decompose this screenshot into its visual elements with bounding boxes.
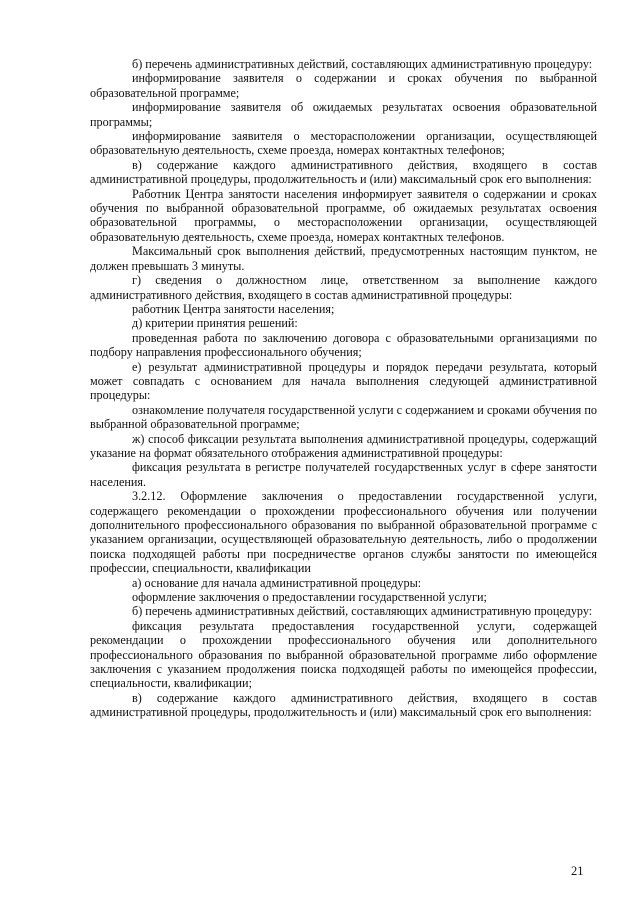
paragraph-fixation-register: фиксация результата в регистре получателей государственных услуг в сфере занятости населения. xyxy=(90,460,597,489)
paragraph-conclusion: оформление заключения о предоставлении государственной услуги; xyxy=(132,590,487,605)
paragraph-zh-fixation-method: ж) способ фиксации результата выполнения административной процедуры, содержащий указание на формат обязательного отображения административной процедуры: xyxy=(90,431,597,460)
paragraph-acquaintance: ознакомление получателя государственной услуги с содержанием и сроками обучения по выбранной образовательной программе; xyxy=(90,402,597,432)
paragraph-inform-location: информирование заявителя о месторасположении организации, осуществляющей образовательную деятельность, схеме проезда, номерах контактных телефонов; xyxy=(90,129,597,158)
paragraph-worker-informs: Работник Центра занятости населения информирует заявителя о содержании и сроках обучения по выбранной образовательной программе, об ожидаемых результатах освоения образовательной программы, о месторасположении организации, осуществляющей образовательную деятельность, схеме проезда, номерах контактных телефонов. xyxy=(90,186,597,244)
paragraph-d-criteria: д) критерии принятия решений: xyxy=(132,316,298,331)
paragraph-worker: работник Центра занятости населения; xyxy=(132,301,335,316)
paragraph-v-action-content-2: в) содержание каждого административного действия, входящего в состав административной процедуры, продолжительность и (или) максимальный срок его выполнения: xyxy=(90,690,597,720)
paragraph-a-basis: а) основание для начала административной процедуры: xyxy=(132,575,422,590)
paragraph-v-action-content: в) содержание каждого административного действия, входящего в состав административной процедуры, продолжительность и (или) максимальный срок его выполнения: xyxy=(90,157,597,187)
paragraph-inform-results: информирование заявителя об ожидаемых результатах освоения образовательной программы; xyxy=(90,100,597,129)
paragraph-g-responsible: г) сведения о должностном лице, ответственном за выполнение каждого административного действия, входящего в состав административной процедуры: xyxy=(90,273,597,302)
document-body xyxy=(90,57,597,720)
paragraph-max-time: Максимальный срок выполнения действий, предусмотренных настоящим пунктом, не должен превышать 3 минуты. xyxy=(90,244,597,273)
paragraph-e-result: е) результат административной процедуры и порядок передачи результата, который может совпадать с основанием для начала выполнения следующей административной процедуры: xyxy=(90,359,597,403)
paragraph-work-done: проведенная работа по заключению договора с образовательными организациями по подбору направления профессионального обучения; xyxy=(90,330,597,360)
page-number: 21 xyxy=(571,864,584,878)
paragraph-fixation-result: фиксация результата предоставления государственной услуги, содержащей рекомендации о прохождении профессионального обучения или дополнительного профессионального образования по выбранной образовательной программе либо оформление заключения с указанием продолжения поиска подходящей работы по имеющейся профессии, специальности, квалификации; xyxy=(90,618,597,691)
paragraph-b-action-list: б) перечень административных действий, составляющих административную процедуру: xyxy=(132,57,593,71)
paragraph-b-action-list-2: б) перечень административных действий, составляющих административную процедуру: xyxy=(132,604,593,619)
paragraph-inform-content: информирование заявителя о содержании и сроках обучения по выбранной образовательной программе; xyxy=(90,71,597,100)
paragraph-section-3-2-12: 3.2.12. Оформление заключения о предоставлении государственной услуги, содержащего рекомендации о прохождении профессионального обучения или получении дополнительного профессионального образования по выбранной образовательной программе с указанием организации, осуществляющей образовательную деятельность, либо о продолжении поиска подходящей работы при посредничестве органов службы занятости по имеющейся профессии, специальности, квалификации xyxy=(90,489,597,576)
